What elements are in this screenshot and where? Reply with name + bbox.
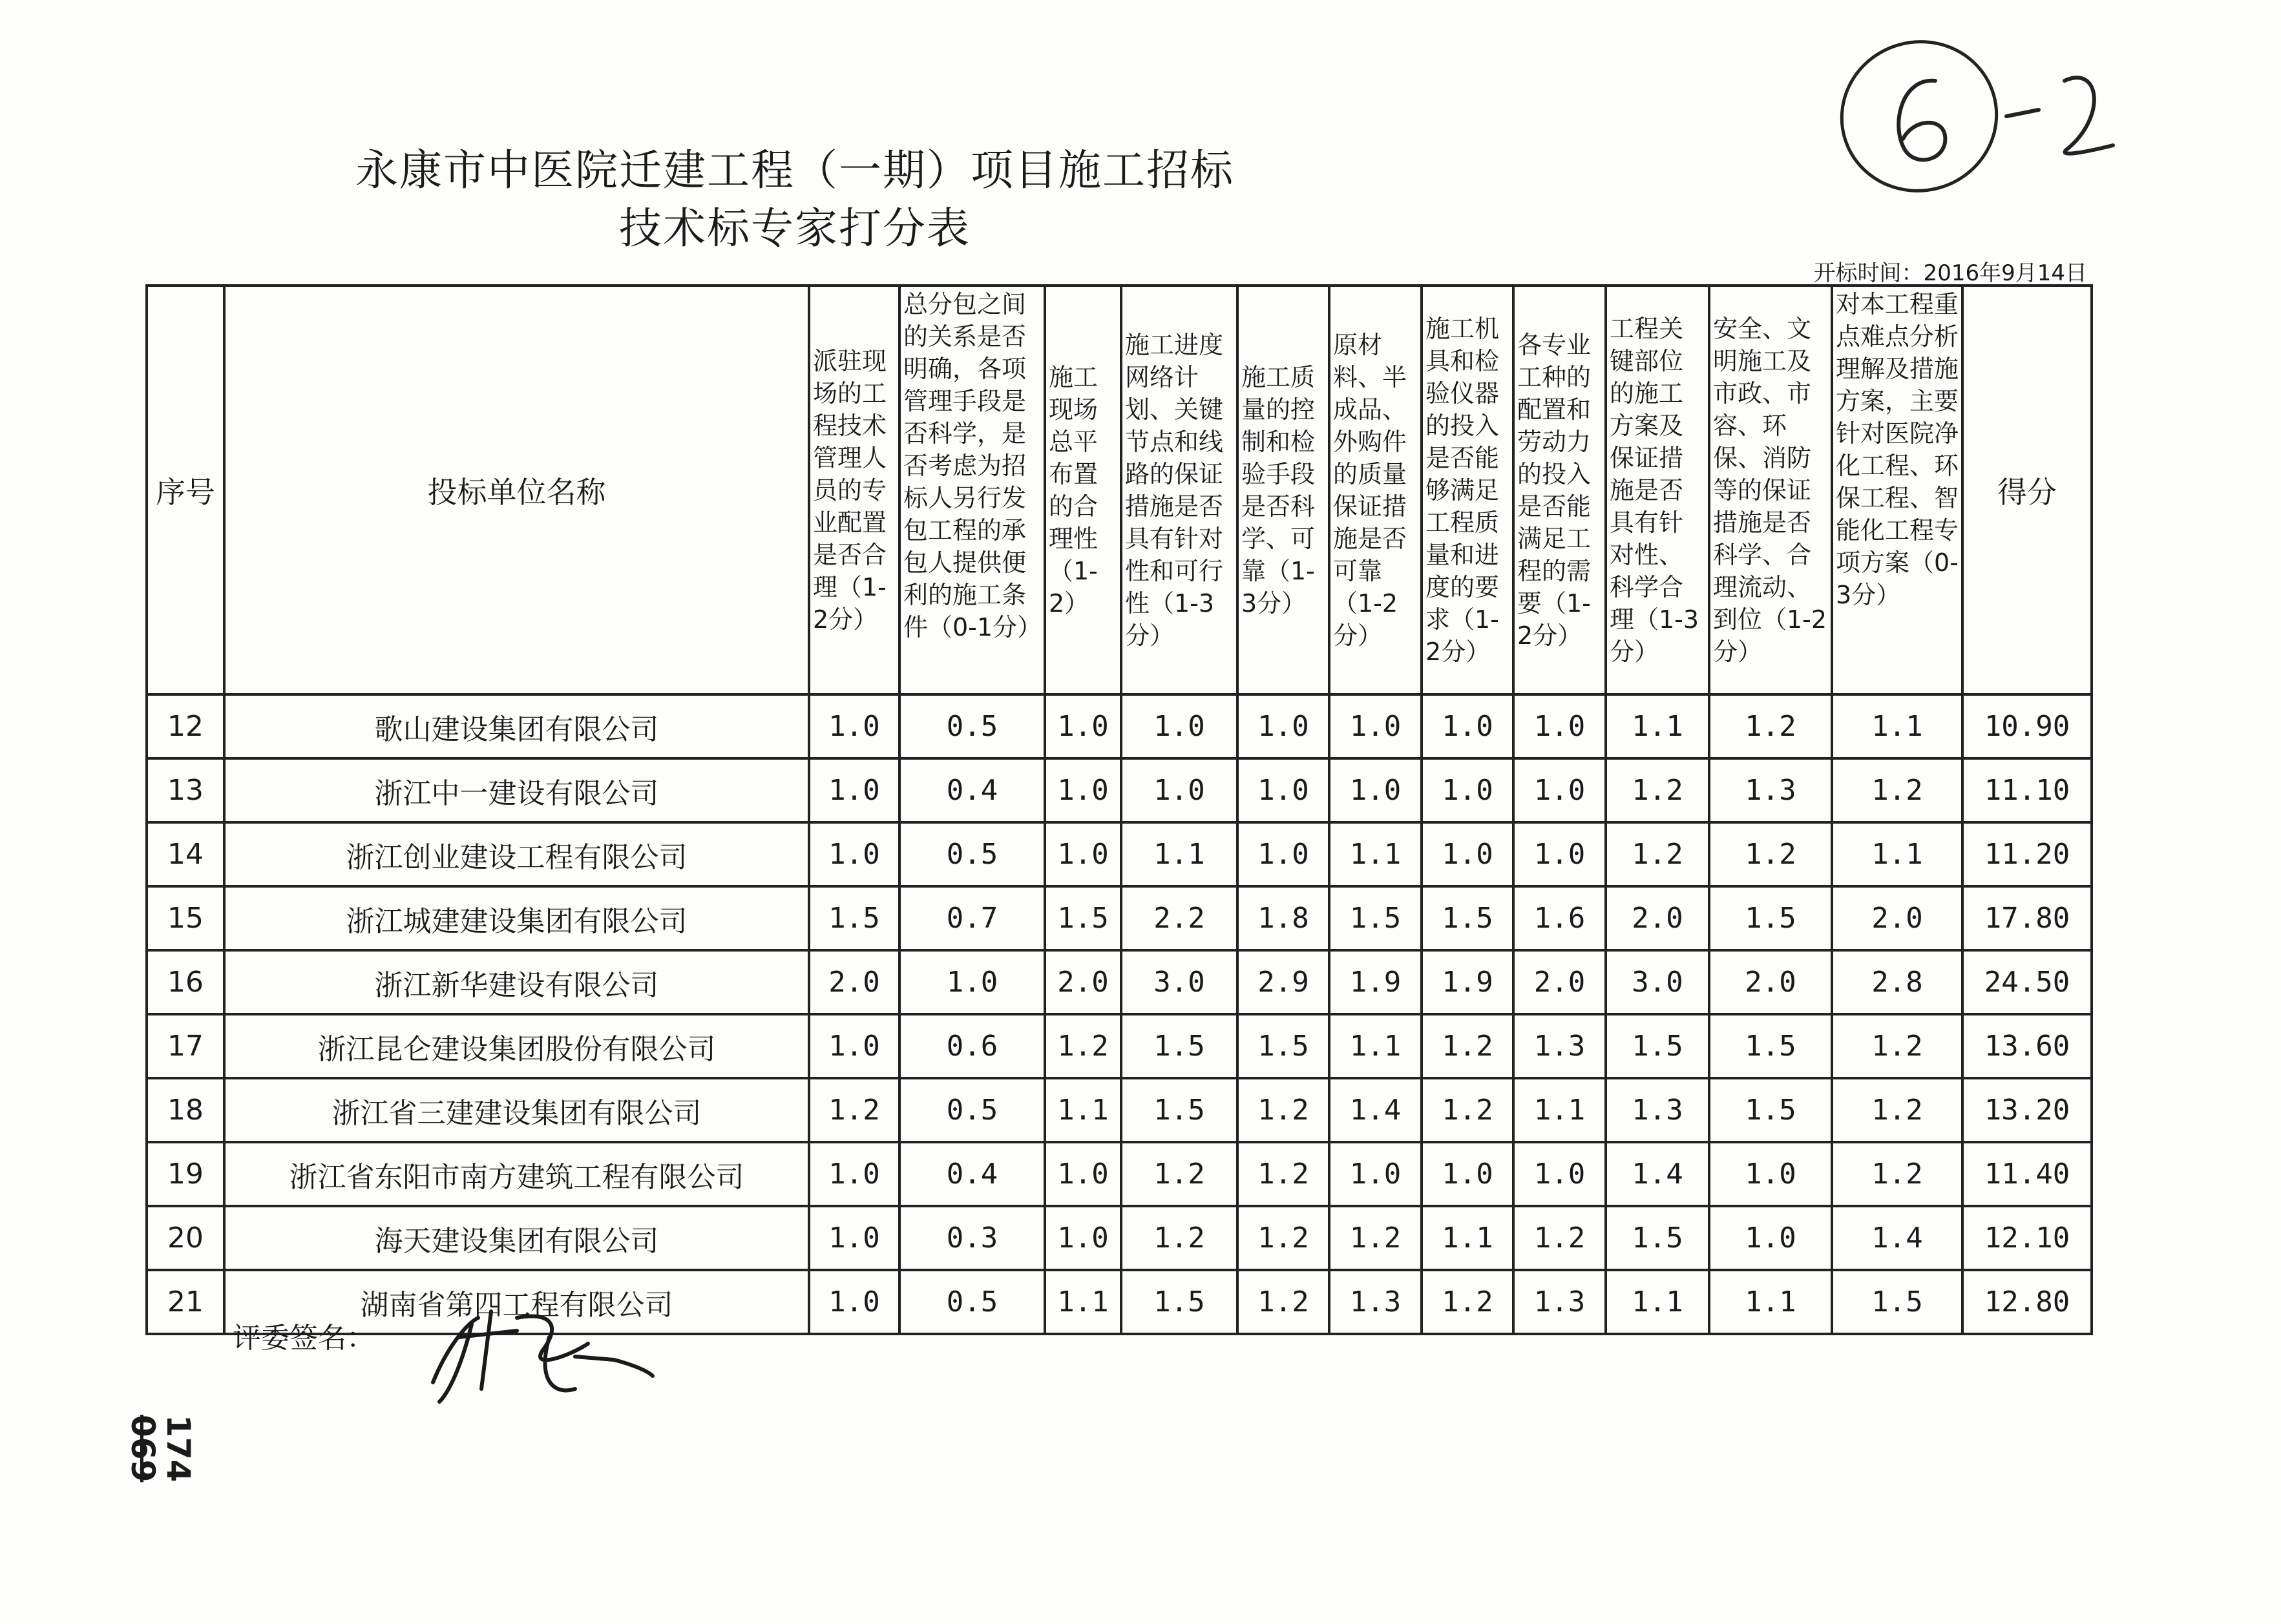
score-cell: 1.0 xyxy=(1329,1142,1422,1206)
score-cell: 1.2 xyxy=(1832,1078,1962,1142)
score-cell: 1.2 xyxy=(1422,1078,1513,1142)
score-cell: 1.0 xyxy=(1422,822,1513,886)
total-score: 11.10 xyxy=(1962,758,2092,822)
score-cell: 2.9 xyxy=(1237,950,1329,1014)
score-cell: 1.5 xyxy=(1237,1014,1329,1078)
score-cell: 1.5 xyxy=(1329,886,1422,950)
table-row xyxy=(147,1206,2092,1270)
score-cell: 1.5 xyxy=(1422,886,1513,950)
score-cell: 1.3 xyxy=(1606,1078,1709,1142)
score-cell: 0.6 xyxy=(899,1014,1045,1078)
score-cell: 1.5 xyxy=(1709,1014,1832,1078)
row-index: 16 xyxy=(147,950,224,1014)
bidder-name: 浙江创业建设工程有限公司 xyxy=(224,822,809,886)
score-cell: 1.2 xyxy=(1832,1142,1962,1206)
score-cell: 1.0 xyxy=(1709,1206,1832,1270)
score-cell: 1.2 xyxy=(1045,1014,1121,1078)
header-criterion: 施工进度网络计划、关键节点和线路的保证措施是否具有针对性和可行性（1-3分） xyxy=(1121,286,1237,694)
row-index: 18 xyxy=(147,1078,224,1142)
score-cell: 1.4 xyxy=(1832,1206,1962,1270)
score-cell: 1.2 xyxy=(1422,1014,1513,1078)
score-cell: 1.5 xyxy=(809,886,899,950)
score-cell: 1.0 xyxy=(809,822,899,886)
row-index: 20 xyxy=(147,1206,224,1270)
score-cell: 1.0 xyxy=(1513,694,1606,758)
total-score: 11.20 xyxy=(1962,822,2092,886)
row-index: 17 xyxy=(147,1014,224,1078)
row-index: 15 xyxy=(147,886,224,950)
table-row xyxy=(147,1078,2092,1142)
score-cell: 1.1 xyxy=(1329,1014,1422,1078)
row-index: 19 xyxy=(147,1142,224,1206)
judge-signature-label: 评委签名： xyxy=(233,1322,375,1355)
score-cell: 1.0 xyxy=(1045,1206,1121,1270)
score-cell: 1.1 xyxy=(1045,1078,1121,1142)
score-cell: 1.2 xyxy=(1237,1078,1329,1142)
score-cell: 1.0 xyxy=(1513,1142,1606,1206)
bidder-name: 浙江中一建设有限公司 xyxy=(224,758,809,822)
table-row xyxy=(147,886,2092,950)
score-cell: 1.2 xyxy=(1709,694,1832,758)
score-cell: 1.2 xyxy=(1832,1014,1962,1078)
score-cell: 1.0 xyxy=(1045,694,1121,758)
score-cell: 1.0 xyxy=(1121,694,1237,758)
total-score: 11.40 xyxy=(1962,1142,2092,1206)
score-table xyxy=(145,284,2093,1335)
score-cell: 1.1 xyxy=(1121,822,1237,886)
score-cell: 1.5 xyxy=(1709,886,1832,950)
score-cell: 0.5 xyxy=(899,1078,1045,1142)
score-cell: 1.0 xyxy=(1045,1142,1121,1206)
score-cell: 1.1 xyxy=(1329,822,1422,886)
score-cell: 0.5 xyxy=(899,694,1045,758)
score-cell: 0.5 xyxy=(899,822,1045,886)
table-row xyxy=(147,758,2092,822)
score-cell: 1.5 xyxy=(1121,1270,1237,1334)
score-cell: 1.3 xyxy=(1329,1270,1422,1334)
score-cell: 1.2 xyxy=(1121,1142,1237,1206)
score-cell: 1.1 xyxy=(1832,822,1962,886)
score-cell: 1.2 xyxy=(1237,1142,1329,1206)
score-cell: 1.5 xyxy=(1709,1078,1832,1142)
bidder-name: 浙江城建建设集团有限公司 xyxy=(224,886,809,950)
total-score: 17.80 xyxy=(1962,886,2092,950)
score-cell: 1.2 xyxy=(809,1078,899,1142)
score-cell: 0.4 xyxy=(899,758,1045,822)
header-total: 得分 xyxy=(1962,286,2092,694)
score-cell: 3.0 xyxy=(1121,950,1237,1014)
page-number-old: 069 xyxy=(124,1415,162,1483)
score-cell: 0.3 xyxy=(899,1206,1045,1270)
score-cell: 1.0 xyxy=(1422,758,1513,822)
score-cell: 1.4 xyxy=(1329,1078,1422,1142)
score-cell: 2.0 xyxy=(1606,886,1709,950)
header-criterion: 施工现场总平布置的合理性（1-2） xyxy=(1045,286,1121,694)
total-score: 10.90 xyxy=(1962,694,2092,758)
document-subtitle: 技术标专家打分表 xyxy=(619,203,971,253)
score-cell: 1.2 xyxy=(1606,822,1709,886)
bidder-name: 浙江新华建设有限公司 xyxy=(224,950,809,1014)
score-cell: 1.0 xyxy=(1237,822,1329,886)
score-cell: 1.5 xyxy=(1121,1014,1237,1078)
score-cell: 1.3 xyxy=(1513,1014,1606,1078)
score-cell: 1.0 xyxy=(1045,822,1121,886)
page-number: 174 xyxy=(160,1415,197,1483)
score-cell: 2.0 xyxy=(1832,886,1962,950)
score-cell: 1.3 xyxy=(1513,1270,1606,1334)
header-bidder-name: 投标单位名称 xyxy=(224,286,809,694)
score-cell: 1.3 xyxy=(1709,758,1832,822)
score-cell: 1.0 xyxy=(1709,1142,1832,1206)
score-cell: 1.1 xyxy=(1422,1206,1513,1270)
header-criterion: 安全、文明施工及市政、市容、环保、消防等的保证措施是否科学、合理流动、到位（1-2分） xyxy=(1709,286,1832,694)
score-cell: 0.7 xyxy=(899,886,1045,950)
score-cell: 1.0 xyxy=(1329,694,1422,758)
row-index: 21 xyxy=(147,1270,224,1334)
header-row xyxy=(147,286,2092,694)
total-score: 13.20 xyxy=(1962,1078,2092,1142)
bidder-name: 浙江昆仑建设集团股份有限公司 xyxy=(224,1014,809,1078)
score-cell: 1.5 xyxy=(1045,886,1121,950)
bid-opening-time: 开标时间：2016年9月14日 xyxy=(1813,260,2087,286)
score-cell: 1.4 xyxy=(1606,1142,1709,1206)
score-cell: 1.0 xyxy=(1513,822,1606,886)
table-row xyxy=(147,1142,2092,1206)
bidder-name: 湖南省第四工程有限公司 xyxy=(224,1270,809,1334)
table-row xyxy=(147,950,2092,1014)
score-cell: 0.5 xyxy=(899,1270,1045,1334)
score-cell: 1.2 xyxy=(1832,758,1962,822)
score-cell: 1.1 xyxy=(1606,694,1709,758)
page-number-stamp xyxy=(126,1415,204,1518)
bidder-name: 海天建设集团有限公司 xyxy=(224,1206,809,1270)
table-row xyxy=(147,694,2092,758)
score-cell: 1.2 xyxy=(1709,822,1832,886)
header-criterion: 派驻现场的工程技术管理人员的专业配置是否合理（1-2分） xyxy=(809,286,899,694)
bidder-name: 浙江省东阳市南方建筑工程有限公司 xyxy=(224,1142,809,1206)
header-criterion: 各专业工种的配置和劳动力的投入是否能满足工程的需要（1-2分） xyxy=(1513,286,1606,694)
score-cell: 1.9 xyxy=(1329,950,1422,1014)
row-index: 12 xyxy=(147,694,224,758)
total-score: 24.50 xyxy=(1962,950,2092,1014)
score-cell: 3.0 xyxy=(1606,950,1709,1014)
score-cell: 1.1 xyxy=(1606,1270,1709,1334)
header-index: 序号 xyxy=(147,286,224,694)
header-criterion: 工程关键部位的施工方案及保证措施是否具有针对性、科学合理（1-3分） xyxy=(1606,286,1709,694)
score-cell: 1.0 xyxy=(809,1270,899,1334)
score-cell: 1.2 xyxy=(1513,1206,1606,1270)
row-index: 13 xyxy=(147,758,224,822)
score-cell: 1.2 xyxy=(1606,758,1709,822)
score-cell: 2.0 xyxy=(1513,950,1606,1014)
score-cell: 1.5 xyxy=(1606,1014,1709,1078)
handwritten-page-mark xyxy=(1822,19,2145,207)
score-cell: 1.0 xyxy=(1237,694,1329,758)
score-cell: 1.0 xyxy=(899,950,1045,1014)
score-cell: 1.1 xyxy=(1045,1270,1121,1334)
score-cell: 1.5 xyxy=(1832,1270,1962,1334)
score-cell: 1.0 xyxy=(809,758,899,822)
score-cell: 2.8 xyxy=(1832,950,1962,1014)
bidder-name: 歌山建设集团有限公司 xyxy=(224,694,809,758)
score-cell: 1.6 xyxy=(1513,886,1606,950)
handwritten-signature xyxy=(420,1298,659,1408)
header-criterion: 总分包之间的关系是否明确，各项管理手段是否科学，是否考虑为招标人另行发包工程的承包人提供便利的施工条件（0-1分） xyxy=(899,286,1045,694)
score-cell: 1.0 xyxy=(1422,1142,1513,1206)
table-row xyxy=(147,822,2092,886)
score-cell: 1.1 xyxy=(1513,1078,1606,1142)
score-cell: 1.1 xyxy=(1832,694,1962,758)
score-cell: 1.0 xyxy=(809,1142,899,1206)
score-cell: 2.2 xyxy=(1121,886,1237,950)
total-score: 12.10 xyxy=(1962,1206,2092,1270)
score-cell: 1.0 xyxy=(1237,758,1329,822)
score-cell: 1.5 xyxy=(1606,1206,1709,1270)
header-criterion: 施工机具和检验仪器的投入是否能够满足工程质量和进度的要求（1-2分） xyxy=(1422,286,1513,694)
score-cell: 1.0 xyxy=(809,1206,899,1270)
total-score: 13.60 xyxy=(1962,1014,2092,1078)
score-cell: 1.5 xyxy=(1121,1078,1237,1142)
score-cell: 1.0 xyxy=(809,1014,899,1078)
score-cell: 1.0 xyxy=(1422,694,1513,758)
score-cell: 1.1 xyxy=(1709,1270,1832,1334)
score-cell: 1.9 xyxy=(1422,950,1513,1014)
header-criterion: 施工质量的控制和检验手段是否科学、可靠（1-3分） xyxy=(1237,286,1329,694)
document-title: 永康市中医院迁建工程（一期）项目施工招标 xyxy=(355,145,1234,195)
header-criterion: 原材料、半成品、外购件的质量保证措施是否可靠（1-2分） xyxy=(1329,286,1422,694)
table-row xyxy=(147,1014,2092,1078)
score-cell: 1.2 xyxy=(1237,1270,1329,1334)
score-cell: 0.4 xyxy=(899,1142,1045,1206)
score-cell: 2.0 xyxy=(1709,950,1832,1014)
score-cell: 1.2 xyxy=(1237,1206,1329,1270)
score-cell: 1.0 xyxy=(809,694,899,758)
total-score: 12.80 xyxy=(1962,1270,2092,1334)
row-index: 14 xyxy=(147,822,224,886)
score-cell: 1.0 xyxy=(1045,758,1121,822)
score-cell: 2.0 xyxy=(809,950,899,1014)
score-cell: 1.8 xyxy=(1237,886,1329,950)
bidder-name: 浙江省三建建设集团有限公司 xyxy=(224,1078,809,1142)
score-cell: 1.2 xyxy=(1329,1206,1422,1270)
score-cell: 1.0 xyxy=(1121,758,1237,822)
score-cell: 1.2 xyxy=(1422,1270,1513,1334)
header-criterion: 对本工程重点难点分析理解及措施方案，主要针对医院净化工程、环保工程、智能化工程专项方案（0-3分） xyxy=(1832,286,1962,694)
score-cell: 1.2 xyxy=(1121,1206,1237,1270)
score-cell: 1.0 xyxy=(1513,758,1606,822)
score-cell: 2.0 xyxy=(1045,950,1121,1014)
score-cell: 1.0 xyxy=(1329,758,1422,822)
